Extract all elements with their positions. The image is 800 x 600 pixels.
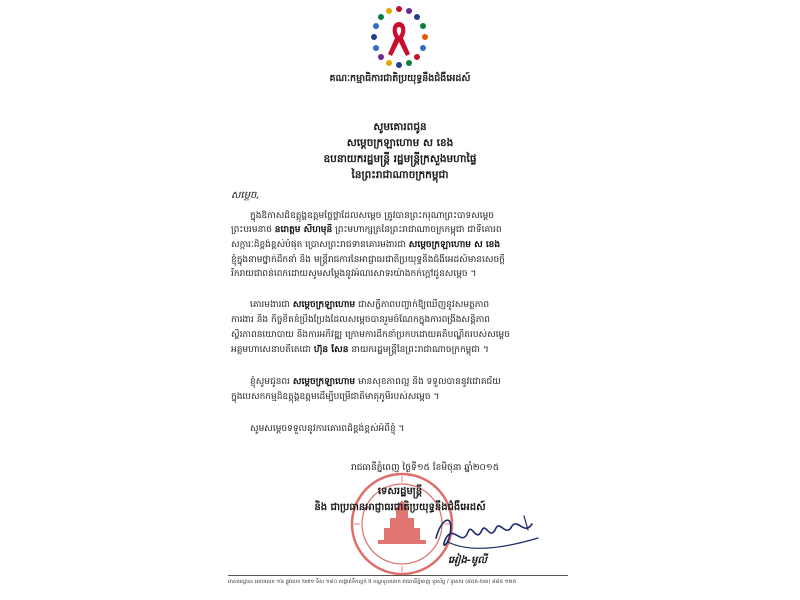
p2-l1b: សម្តេចក្រឡាហោម xyxy=(292,300,356,310)
p1-l3a: សក្ការៈដ៏ខ្ពង់ខ្ពស់បំផុត ប្រោសព្រះរាជទានគោរមងារជា xyxy=(231,240,406,250)
paragraph2-line1 xyxy=(250,299,572,311)
p1-l2a: ព្រះបរមនាថ xyxy=(231,225,272,235)
p2-l4a: អគ្គមហាសេនាបតីតេជោ xyxy=(231,345,311,355)
handwritten-signature xyxy=(428,508,546,558)
paragraph1-line3 xyxy=(231,239,571,251)
signatory-title-1: ទេសរដ្ឋមន្ត្រី xyxy=(377,486,423,497)
p3-l1a: ខ្ញុំសូមជូនពរ xyxy=(250,377,290,387)
signer-name: អៀង-មូលី xyxy=(448,555,487,566)
p3-l1c: មានសុខភាពល្អ និង ទទួលបាននូវជោគជ័យ xyxy=(357,377,501,387)
p1-l1a: ក្នុងឱកាសដ៏ឧត្តុង្គឧត្តមថ្លៃថ្លាដែលសម្តេច xyxy=(250,211,382,221)
organization-name: គណៈកម្មាធិការជាតិប្រយុទ្ធនឹងជំងឺអេដស៍ xyxy=(329,73,471,84)
addressee-name: សម្តេចក្រឡាហោម ស ខេង xyxy=(346,137,454,149)
footer-address: អាសយដ្ឋាន៖ អគារលេខ ១៦ ផ្លូវលេខ ២៧១ ទិស ១៨០ សង្កាត់ទឹកល្អក់ II ខណ្ឌទួលគោក រាជធានីភ្នំពេញ ទូរស័ព្ទ / ទូរសារ (៨៥៥-២៣) ៨៨៥ ១២៥ xyxy=(228,579,517,585)
closing-line: សូមសម្តេចទទួលនូវការគោរពដ៏ខ្ពង់ខ្ពស់អំពីខ្ញុំ ។ xyxy=(250,424,405,434)
paragraph2-line2: ការងារ និង កិច្ចខិតខំប្រឹងប្រែងដែលសម្តេចបានរួមចំណែកក្នុងការពង្រឹងសន្តិភាព xyxy=(231,315,490,325)
p2-l1c: ជាសក្ខីភាពបញ្ជាក់ឱ្យឃើញនូវសមត្ថភាព xyxy=(357,300,490,310)
paragraph2-line4 xyxy=(231,344,571,356)
paragraph1-line1 xyxy=(250,210,572,222)
paragraph1-line5: រីករាយជាពន់ពេកដោយសូមសម្តែងនូវអំណរសាទរយ៉ាងកក់ក្តៅជូនសម្តេច ។ xyxy=(231,269,477,279)
red-ribbon-icon xyxy=(388,22,410,56)
king-name: នរោត្តម សីហមុនី xyxy=(274,225,333,235)
salutation: សម្តេច, xyxy=(231,190,260,201)
paragraph2-line3: ស្ថិរភាពនយោបាយ និងការអភិវឌ្ឍ ក្រោមការដឹកនាំប្រកបដោយគតិបណ្ឌិតរបស់សម្តេច xyxy=(231,330,510,340)
paragraph1-line4: ខ្ញុំក្នុងនាមថ្នាក់ដឹកនាំ និង មន្ត្រីរាជការនៃអាជ្ញាធរជាតិប្រយុទ្ធនឹងជំងឺអេដស៍មានសេចក្តី xyxy=(231,255,505,265)
paragraph3-line2: ក្នុងបេសកកម្មដ៏ឧត្តុង្គឧត្តមដើម្បីបម្រើជាតិមាតុភូមិរបស់សម្តេច ។ xyxy=(231,392,440,402)
addressee-title: ឧបនាយករដ្ឋមន្ត្រី រដ្ឋមន្ត្រីក្រសួងមហាផ្ទៃ xyxy=(323,153,477,165)
p3-l1b: សម្តេចក្រឡាហោម xyxy=(292,377,356,387)
nac-red-ribbon-logo xyxy=(364,2,436,72)
p2-l1a: គោរមងារជា xyxy=(250,300,290,310)
p1-l2c: ព្រះមហាក្សត្រនៃព្រះរាជាណាចក្រកម្ពុជា ជាទីគោរព xyxy=(335,225,502,235)
greeting: សូមគោរពជូន xyxy=(373,121,427,133)
footer-divider xyxy=(228,575,568,576)
signatory-title-2: និង ជាប្រធានអាជ្ញាធរជាតិប្រយុទ្ធនឹងជំងឺអេដស៍ xyxy=(314,502,486,513)
p1-l1b: ត្រូវបានព្រះករុណាព្រះបាទសម្តេច xyxy=(384,211,495,221)
honorific-title: សម្តេចក្រឡាហោម ស ខេង xyxy=(408,240,501,250)
p2-l4c: នាយករដ្ឋមន្ត្រីនៃព្រះរាជាណាចក្រកម្ពុជា ។ xyxy=(351,345,489,355)
date-line: រាជធានីភ្នំពេញ ថ្ងៃទី១៥ ខែមិថុនា ឆ្នាំ២០១៥ xyxy=(351,463,500,473)
addressee-country: នៃព្រះរាជាណាចក្រកម្ពុជា xyxy=(351,169,449,181)
paragraph1-line2 xyxy=(231,224,571,236)
paragraph3-line1 xyxy=(250,376,572,388)
pm-name: ហ៊ុន សែន xyxy=(313,345,349,355)
